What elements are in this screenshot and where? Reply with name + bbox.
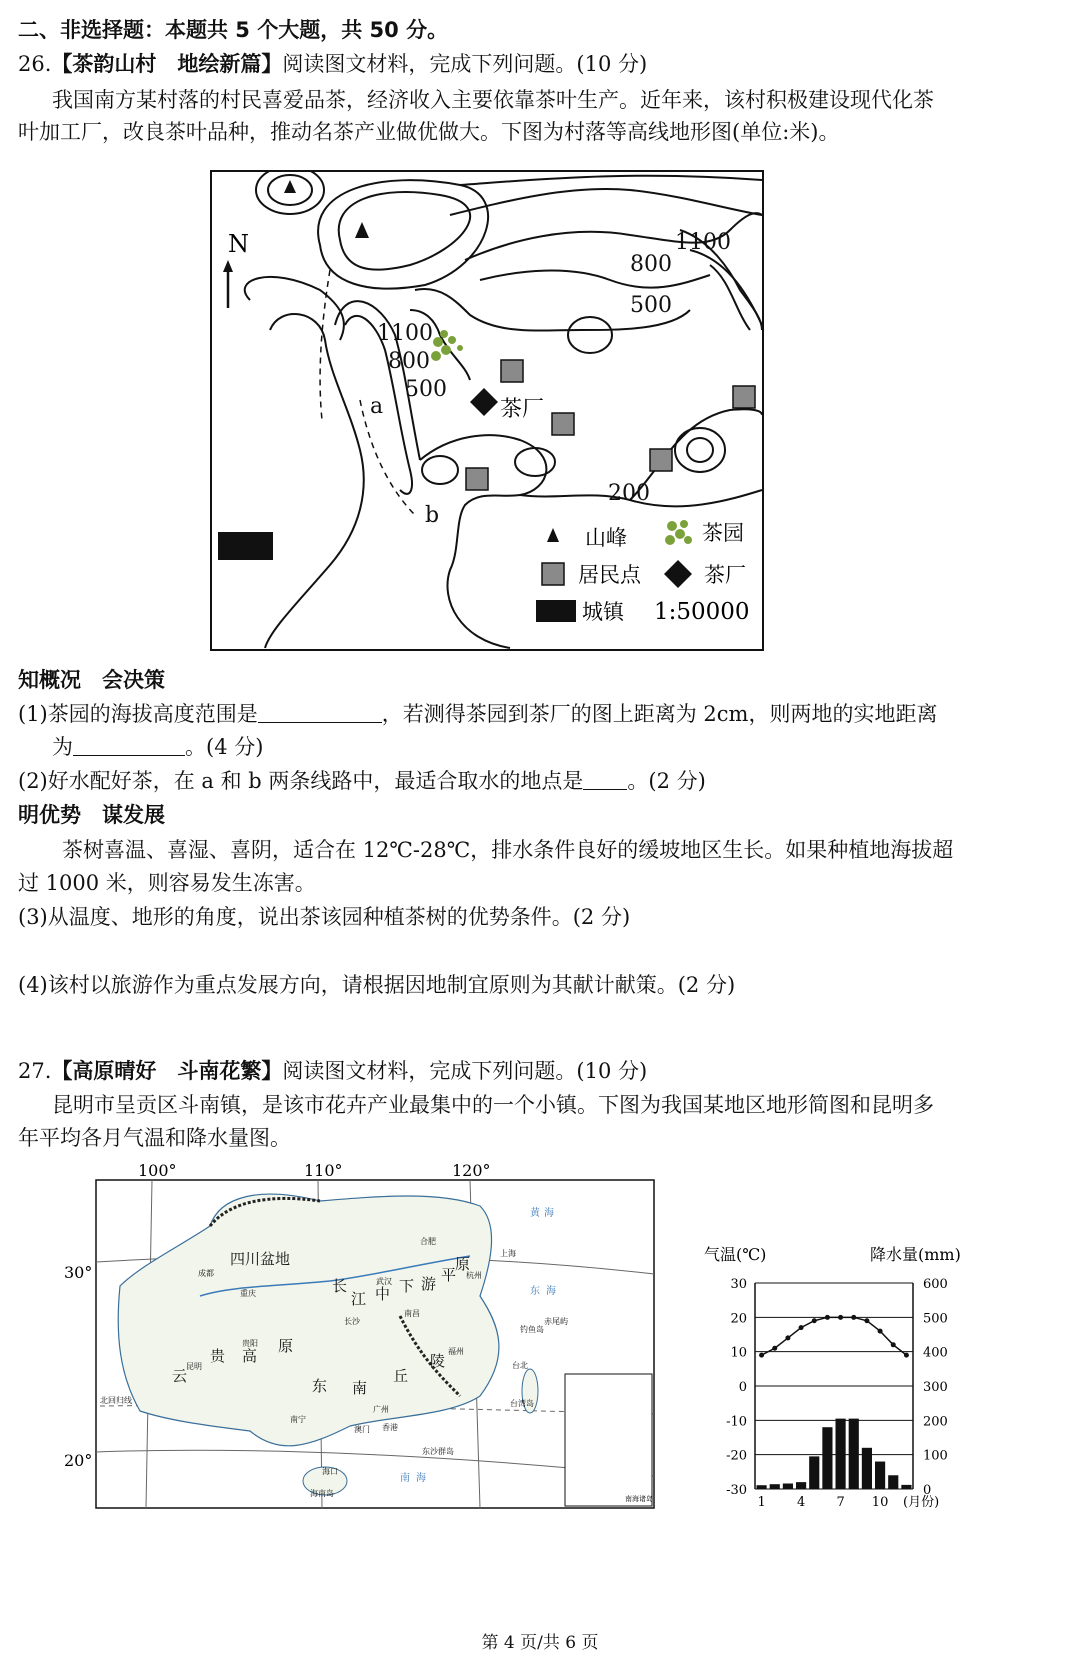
- region-label: 游: [421, 1275, 437, 1293]
- temp-point: [785, 1335, 790, 1340]
- resident-icon: [542, 563, 564, 585]
- city-label: 台湾岛: [510, 1399, 534, 1408]
- y-tick-label-precip: 400: [923, 1345, 948, 1361]
- region-label: 原: [278, 1337, 294, 1355]
- city-label: 合肥: [420, 1237, 436, 1246]
- city-label: 钓鱼岛: [520, 1325, 544, 1334]
- q26-question-1: (1)茶园的海拔高度范围是 ，若测得茶园到茶厂的图上距离为 2cm，则两地的实地距离: [18, 702, 938, 726]
- y-tick-label-precip: 500: [923, 1311, 948, 1327]
- y-axis-title-temp: 气温(℃): [704, 1245, 767, 1264]
- q27-title-rest: 阅读图文材料，完成下列问题。(10 分): [282, 1059, 648, 1083]
- region-label: 高: [242, 1347, 258, 1365]
- y-tick-label-precip: 100: [923, 1448, 948, 1464]
- q26-para-line1: 茶树喜温、喜湿、喜阴，适合在 12℃-28℃，排水条件良好的缓坡地区生长。如果种植地海拔超: [62, 838, 954, 862]
- q27-tag: 【高原晴好 斗南花繁】: [51, 1059, 283, 1083]
- precip-bar: [901, 1485, 911, 1489]
- city-label: 南宁: [290, 1415, 306, 1424]
- region-label: 贵: [210, 1347, 226, 1365]
- contour-label-800: 800: [388, 349, 430, 374]
- q26-question-2: (2)好水配好茶，在 a 和 b 两条线路中，最适合取水的地点是 。(2 分): [18, 769, 706, 793]
- answer-blank[interactable]: [583, 769, 627, 790]
- region-label: 平: [441, 1266, 457, 1284]
- sea-label: 南: [400, 1473, 410, 1484]
- sub-heading-2: 明优势 谋发展: [18, 803, 165, 827]
- x-tick-label: 10: [871, 1495, 889, 1510]
- y-tick-label-temp: 0: [738, 1380, 747, 1395]
- sea-label: 东: [530, 1286, 540, 1297]
- y-tick-label-temp: -10: [726, 1414, 747, 1430]
- city-label: 南昌: [404, 1309, 420, 1318]
- q27-intro-line1: 昆明市呈贡区斗南镇，是该市花卉产业最集中的一个小镇。下图为我国某地区地形简图和昆明多: [52, 1093, 934, 1117]
- city-label: 杭州: [466, 1271, 482, 1280]
- temp-line: [762, 1317, 907, 1355]
- y-axis-title-precip: 降水量(mm): [870, 1245, 961, 1264]
- region-label: 丘: [393, 1367, 409, 1385]
- city-label: 昆明: [186, 1362, 202, 1371]
- lat-label: 20°: [64, 1451, 93, 1470]
- q26-number: 26.: [18, 52, 52, 76]
- y-tick-label-temp: 10: [730, 1345, 747, 1361]
- temp-point: [799, 1325, 804, 1330]
- region-label: 陵: [430, 1352, 446, 1370]
- answer-blank[interactable]: [73, 735, 185, 756]
- region-label: 四川盆地: [230, 1250, 291, 1268]
- region-label: 东: [312, 1377, 328, 1395]
- page-footer: 第 4 页/共 6 页: [481, 1633, 599, 1653]
- sea-label: 黄: [530, 1208, 540, 1219]
- contour-map: [210, 170, 765, 652]
- temp-point: [878, 1329, 883, 1334]
- contour-label-500: 500: [630, 293, 672, 318]
- city-label: 台北: [512, 1361, 528, 1370]
- temp-point: [772, 1346, 777, 1351]
- temp-point: [891, 1342, 896, 1347]
- precip-bar: [783, 1484, 793, 1489]
- y-tick-label-temp: 20: [730, 1311, 747, 1327]
- city-label: 福州: [448, 1347, 464, 1356]
- north-label: N: [228, 230, 249, 258]
- city-label: 香港: [382, 1423, 398, 1432]
- town-icon: [218, 532, 273, 560]
- legend-factory-label: 茶厂: [704, 563, 746, 587]
- precip-bar: [875, 1462, 885, 1489]
- q26-tag: 【茶韵山村 地绘新篇】: [51, 52, 283, 76]
- region-label: 原: [455, 1255, 471, 1273]
- contour-label-1100: 1100: [377, 321, 433, 346]
- temp-point: [759, 1353, 764, 1358]
- y-tick-label-precip: 300: [923, 1380, 948, 1395]
- precip-bar: [757, 1485, 767, 1489]
- region-label: 云: [172, 1367, 188, 1385]
- temp-point: [864, 1318, 869, 1323]
- city-label: 上海: [500, 1249, 516, 1258]
- sub-heading-1: 知概况 会决策: [18, 668, 165, 692]
- contour-label-200: 200: [608, 481, 650, 506]
- q26-title: [18, 50, 647, 78]
- region-label: 下: [399, 1277, 415, 1295]
- temp-point: [838, 1315, 843, 1320]
- region-label: 长: [332, 1277, 348, 1295]
- temp-point: [812, 1318, 817, 1323]
- q26-question-1-cont: 为 。(4 分): [52, 735, 264, 759]
- city-label: 贵阳: [242, 1339, 258, 1348]
- q26-intro-line2: 叶加工厂，改良茶叶品种，推动名茶产业做优做大。下图为村落等高线地形图(单位:米)。: [18, 120, 840, 144]
- x-tick-label: 1: [757, 1495, 766, 1510]
- legend-scale: 1:50000: [654, 599, 750, 625]
- factory-label: 茶厂: [500, 397, 545, 422]
- x-axis-unit: (月份): [903, 1495, 940, 1510]
- sea-label: 海: [544, 1208, 554, 1219]
- legend-town-label: 城镇: [582, 600, 624, 624]
- resident-icon: [466, 468, 488, 490]
- q26-title-rest: 阅读图文材料，完成下列问题。(10 分): [282, 52, 648, 76]
- city-label: 东沙群岛: [422, 1447, 454, 1456]
- q26-para-line2: 过 1000 米，则容易发生冻害。: [18, 871, 316, 895]
- q27-intro-line2: 年平均各月气温和降水量图。: [18, 1126, 291, 1150]
- climate-chart: [700, 1240, 970, 1520]
- town-icon: [536, 600, 576, 622]
- precip-bar: [822, 1427, 832, 1489]
- resident-icon: [733, 386, 755, 408]
- section-title: 二、非选择题：本题共 5 个大题，共 50 分。: [18, 18, 449, 42]
- lat-label: 30°: [64, 1263, 93, 1282]
- city-label: 赤尾屿: [544, 1317, 568, 1326]
- contour-label-800: 800: [630, 252, 672, 277]
- x-tick-label: 4: [796, 1495, 806, 1510]
- precip-bar: [809, 1456, 819, 1489]
- lon-label: 120°: [452, 1161, 491, 1180]
- temp-point: [825, 1315, 830, 1320]
- legend-peak-label: 山峰: [585, 526, 627, 550]
- contour-label-1100: 1100: [675, 230, 731, 255]
- city-label: 广州: [373, 1405, 389, 1414]
- legend-garden-label: 茶园: [702, 521, 744, 545]
- q27-title: [18, 1057, 647, 1085]
- resident-icon: [552, 413, 574, 435]
- terrain-map: [60, 1156, 660, 1516]
- sea-label: 海: [546, 1286, 556, 1297]
- y-tick-label-temp: -20: [726, 1448, 747, 1464]
- precip-bar: [849, 1419, 859, 1489]
- sea-label: 海: [416, 1473, 426, 1484]
- precip-bar: [796, 1482, 806, 1489]
- route-label-a: a: [370, 394, 384, 419]
- y-tick-label-precip: 0: [923, 1483, 932, 1498]
- y-tick-label-precip: 600: [923, 1277, 948, 1292]
- city-label: 海南岛: [310, 1489, 334, 1498]
- route-label-b: b: [425, 503, 440, 528]
- y-tick-label-temp: -30: [726, 1483, 747, 1498]
- temp-point: [851, 1315, 856, 1320]
- lon-label: 110°: [304, 1161, 343, 1180]
- inset-label: 南海诸岛: [625, 1495, 653, 1503]
- region-label: 中: [375, 1285, 391, 1303]
- temp-point: [904, 1353, 909, 1358]
- q26-question-3: (3)从温度、地形的角度，说出茶该园种植茶树的优势条件。(2 分): [18, 905, 631, 929]
- city-label: 海口: [322, 1467, 338, 1476]
- y-tick-label-temp: 30: [730, 1277, 747, 1292]
- precip-bar: [888, 1475, 898, 1489]
- city-label: 北回归线: [100, 1396, 132, 1405]
- city-label: 澳门: [354, 1425, 370, 1434]
- x-tick-label: 7: [836, 1495, 845, 1510]
- city-label: 重庆: [240, 1289, 256, 1298]
- precip-bar: [862, 1448, 872, 1489]
- city-label: 武汉: [376, 1277, 392, 1286]
- precip-bar: [836, 1419, 846, 1489]
- lon-label: 100°: [138, 1161, 177, 1180]
- q27-number: 27.: [18, 1059, 52, 1083]
- y-tick-label-precip: 200: [923, 1414, 948, 1430]
- legend-resident-label: 居民点: [578, 563, 641, 587]
- region-label: 江: [351, 1290, 367, 1308]
- resident-icon: [650, 449, 672, 471]
- region-label: 南: [352, 1379, 368, 1397]
- contour-label-500: 500: [405, 377, 447, 402]
- q26-intro-line1: 我国南方某村落的村民喜爱品茶，经济收入主要依靠茶叶生产。近年来，该村积极建设现代化茶: [52, 88, 934, 112]
- answer-blank[interactable]: [258, 702, 382, 723]
- city-label: 长沙: [344, 1317, 360, 1326]
- resident-icon: [501, 360, 523, 382]
- city-label: 成都: [198, 1269, 214, 1278]
- q26-question-4: (4)该村以旅游作为重点发展方向，请根据因地制宜原则为其献计献策。(2 分): [18, 973, 736, 997]
- precip-bar: [770, 1484, 780, 1489]
